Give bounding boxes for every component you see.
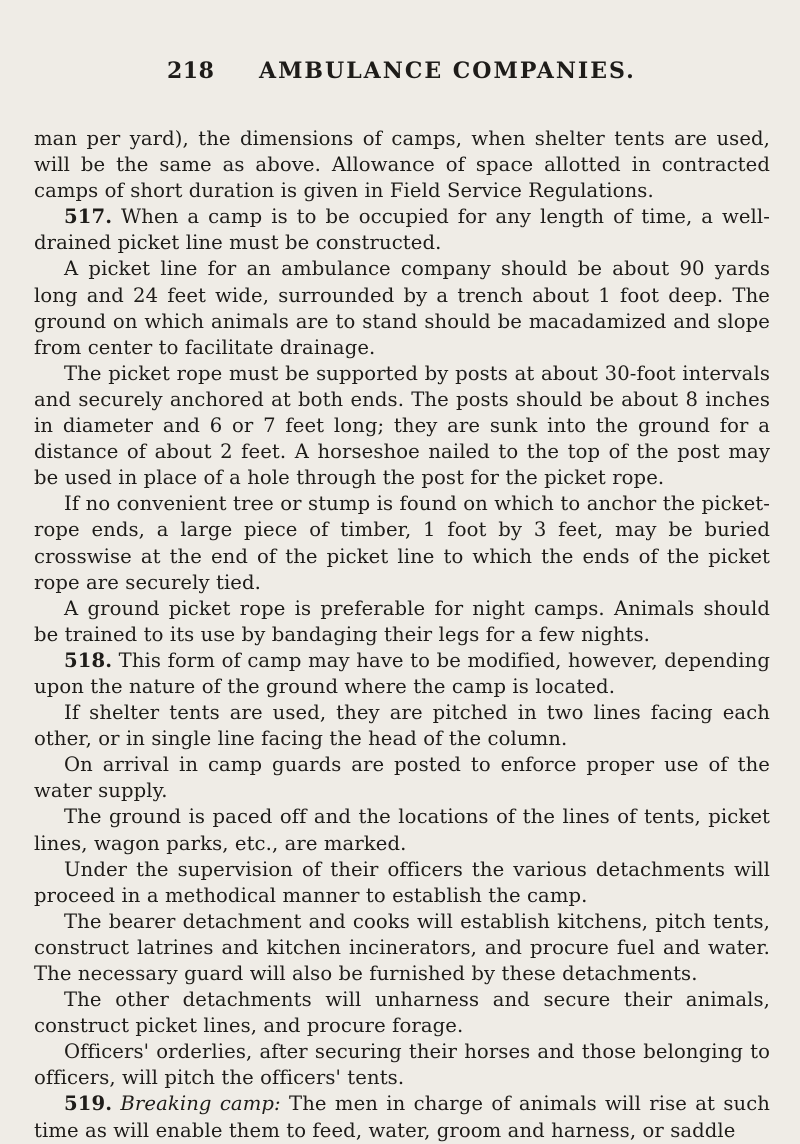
paragraph <box>34 1039 770 1091</box>
paragraph <box>34 857 770 909</box>
section-number: 517. <box>64 205 113 229</box>
paragraph-text: This form of camp may have to be modified, however, depending upon the nature of the ground where the camp is located. <box>34 648 770 698</box>
paragraph-text: The picket rope must be supported by posts at about 30-foot intervals and securely anchored at both ends. The posts should be about 8 inches in diameter and 6 or 7 feet long; they are sunk into the ground for a distance of about 2 feet. A horseshoe nailed to the top of the post may be used in place of a hole through the post for the picket rope. <box>34 361 770 490</box>
paragraph <box>34 491 770 595</box>
paragraph <box>34 987 770 1039</box>
paragraph <box>34 804 770 856</box>
paragraph-text: On arrival in camp guards are posted to enforce proper use of the water supply. <box>34 753 770 803</box>
running-head <box>34 58 766 88</box>
section-number: 519. <box>64 1092 113 1116</box>
paragraph-section-518 <box>34 648 770 700</box>
paragraph-section-519 <box>34 1091 770 1143</box>
paragraph <box>34 361 770 491</box>
paragraph <box>34 752 770 804</box>
paragraph-text: Under the supervision of their officers the various detachments will proceed in a methodical manner to establish the camp. <box>34 857 770 907</box>
paragraph-text: A ground picket rope is preferable for night camps. Animals should be trained to its use by bandaging their legs for a few nights. <box>34 596 770 646</box>
paragraph-text: Officers' orderlies, after securing their horses and those belonging to officers, will pitch the officers' tents. <box>34 1040 770 1090</box>
paragraph-text: The ground is paced off and the locations of the lines of tents, picket lines, wagon parks, etc., are marked. <box>34 805 770 855</box>
paragraph-text: The bearer detachment and cooks will establish kitchens, pitch tents, construct latrines and kitchen incinerators, and procure fuel and water. The necessary guard will also be furnished by these detachments. <box>34 909 770 985</box>
paragraph <box>34 700 770 752</box>
paragraph-text: man per yard), the dimensions of camps, when shelter tents are used, will be the same as above. Allowance of space allotted in contracted camps of short duration is given in Field Service Regulations. <box>34 127 770 203</box>
paragraph-text: A picket line for an ambulance company should be about 90 yards long and 24 feet wide, surrounded by a trench about 1 foot deep. The ground on which animals are to stand should be macadamized and slope from center to facilitate drainage. <box>34 257 770 359</box>
paragraph-section-517 <box>34 204 770 256</box>
section-heading-italic: Breaking camp: <box>120 1092 281 1116</box>
paragraph <box>34 256 770 360</box>
paragraph-text: The other detachments will unharness and secure their animals, construct picket lines, and procure forage. <box>34 988 770 1038</box>
paragraph-text: When a camp is to be occupied for any length of time, a well-drained picket line must be constructed. <box>34 205 770 255</box>
paragraph-text: If no convenient tree or stump is found on which to anchor the picket-rope ends, a large piece of timber, 1 foot by 3 feet, may be buried crosswise at the end of the picket line to which the ends of the picket rope are securely tied. <box>34 492 770 594</box>
section-number: 518. <box>64 648 113 672</box>
paragraph-text: The men in charge of animals will rise at such time as will enable them to feed, water, groom and harness, or saddle <box>34 1092 770 1142</box>
paragraph <box>34 909 770 987</box>
paragraph-continued <box>34 126 770 204</box>
body-text <box>34 126 770 1144</box>
paragraph <box>34 596 770 648</box>
paragraph-text: If shelter tents are used, they are pitched in two lines facing each other, or in single line facing the head of the column. <box>34 701 770 751</box>
page-number: 218 <box>167 58 215 84</box>
running-title: AMBULANCE COMPANIES. <box>259 58 636 84</box>
